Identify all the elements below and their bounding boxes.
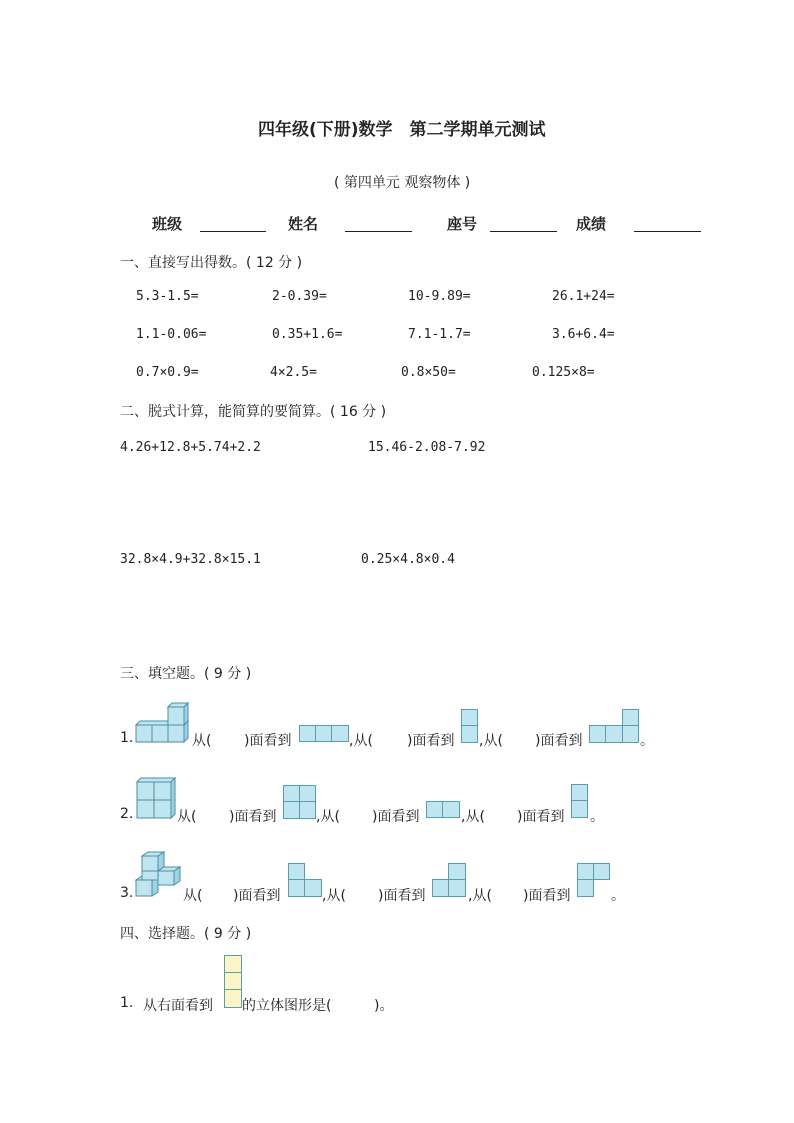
calc-item: 32.8×4.9+32.8×15.1 bbox=[120, 552, 261, 567]
calc-item: 4.26+12.8+5.74+2.2 bbox=[120, 440, 261, 455]
section-heading: 二、脱式计算，能简算的要简算。( 16 分 ) bbox=[120, 404, 387, 420]
question-text: ,从( bbox=[468, 888, 492, 904]
seat-label: 座号 bbox=[447, 215, 478, 233]
cube-block-figure bbox=[135, 776, 177, 820]
question-text: )面看到 bbox=[378, 888, 426, 904]
mental-math-item: 0.8×50= bbox=[401, 365, 456, 380]
question-number: 2. bbox=[120, 806, 134, 822]
question-number: 3. bbox=[120, 885, 134, 901]
calc-item: 15.46-2.08-7.92 bbox=[368, 440, 486, 455]
question-text: )面看到 bbox=[535, 733, 583, 749]
question-text: ,从( bbox=[479, 733, 503, 749]
question-text: 的立体图形是( bbox=[242, 998, 332, 1014]
question-text: )面看到 bbox=[229, 809, 277, 825]
question-text: ,从( bbox=[349, 733, 373, 749]
class-blank[interactable] bbox=[200, 217, 266, 232]
question-text: 。 bbox=[611, 888, 625, 904]
mental-math-item: 10-9.89= bbox=[408, 289, 471, 304]
section-heading: 三、填空题。( 9 分 ) bbox=[120, 666, 252, 682]
question-text: 。 bbox=[640, 733, 654, 749]
question-text: )面看到 bbox=[372, 809, 420, 825]
calc-item: 0.25×4.8×0.4 bbox=[361, 552, 455, 567]
score-blank[interactable] bbox=[634, 217, 701, 232]
page-title: 四年级(下册)数学 第二学期单元测试 bbox=[258, 120, 546, 140]
cube-corner-figure bbox=[134, 850, 182, 898]
question-text: ,从( bbox=[316, 809, 340, 825]
question-text: 。 bbox=[590, 809, 604, 825]
question-text: 从右面看到 bbox=[143, 998, 213, 1014]
class-label: 班级 bbox=[152, 215, 183, 233]
mental-math-item: 0.7×0.9= bbox=[136, 365, 199, 380]
cube-stack-figure bbox=[134, 701, 192, 744]
question-text: )。 bbox=[374, 998, 394, 1014]
section-heading: 一、直接写出得数。( 12 分 ) bbox=[120, 255, 303, 271]
question-text: )面看到 bbox=[517, 809, 565, 825]
name-blank[interactable] bbox=[345, 217, 412, 232]
mental-math-item: 5.3-1.5= bbox=[136, 289, 199, 304]
name-label: 姓名 bbox=[288, 215, 319, 233]
question-text: )面看到 bbox=[523, 888, 571, 904]
question-text: 从( bbox=[177, 809, 197, 825]
question-number: 1. bbox=[120, 730, 134, 746]
mental-math-item: 4×2.5= bbox=[270, 365, 317, 380]
score-label: 成绩 bbox=[576, 215, 607, 233]
section-heading: 四、选择题。( 9 分 ) bbox=[120, 926, 252, 942]
question-text: )面看到 bbox=[244, 733, 292, 749]
question-text: ,从( bbox=[461, 809, 485, 825]
page-subtitle: ( 第四单元 观察物体 ) bbox=[334, 175, 471, 191]
question-text: ,从( bbox=[322, 888, 346, 904]
question-number: 1. bbox=[120, 995, 134, 1011]
question-text: )面看到 bbox=[233, 888, 281, 904]
question-text: 从( bbox=[192, 733, 212, 749]
mental-math-item: 1.1-0.06= bbox=[136, 327, 207, 342]
mental-math-item: 0.35+1.6= bbox=[272, 327, 343, 342]
mental-math-item: 7.1-1.7= bbox=[408, 327, 471, 342]
mental-math-item: 26.1+24= bbox=[552, 289, 615, 304]
mental-math-item: 3.6+6.4= bbox=[552, 327, 615, 342]
seat-blank[interactable] bbox=[490, 217, 557, 232]
question-text: )面看到 bbox=[407, 733, 455, 749]
question-text: 从( bbox=[183, 888, 203, 904]
mental-math-item: 0.125×8= bbox=[532, 365, 595, 380]
mental-math-item: 2-0.39= bbox=[272, 289, 327, 304]
